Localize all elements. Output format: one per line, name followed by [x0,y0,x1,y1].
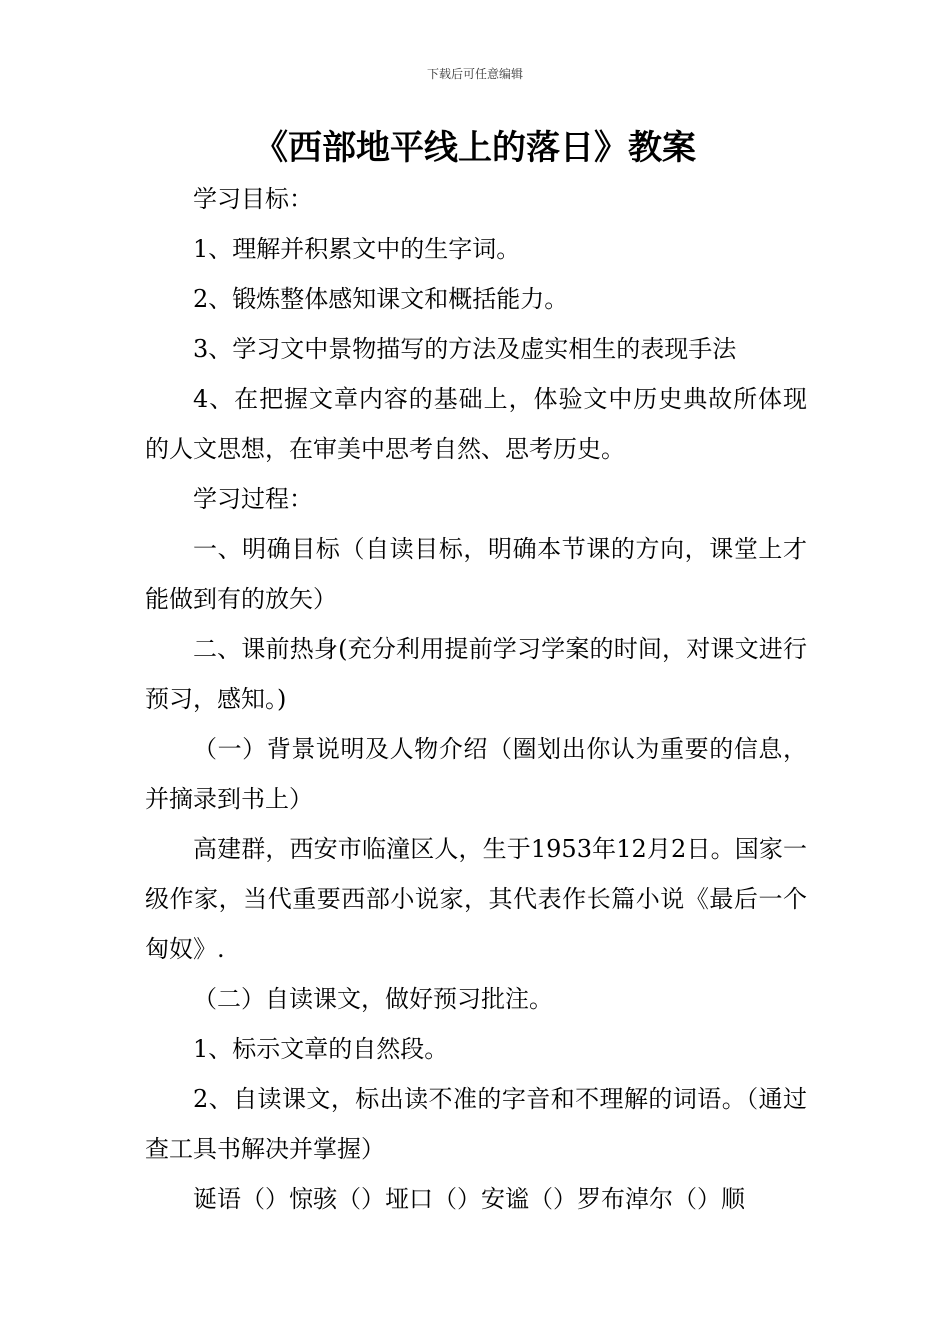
document-body [145,174,807,1224]
paragraph-self-reading-heading: （二）自读课文，做好预习批注。 [193,985,553,1013]
paragraph-author-bio: 高建群，西安市临潼区人，生于1953年12月2日。国家一级作家，当代重要西部小说家，其代表作长篇小说《最后一个匈奴》. [145,835,807,963]
paragraph-learning-process-heading: 学习过程： [193,485,313,513]
paragraph-task-1: 1、标示文章的自然段。 [193,1035,449,1063]
paragraph-task-2: 2、自读课文，标出读不准的字音和不理解的词语。（通过查工具书解决并掌握） [145,1085,807,1163]
paragraph-goal-3: 3、学习文中景物描写的方法及虚实相生的表现手法 [193,335,737,363]
paragraph-goal-4: 4、在把握文章内容的基础上，体验文中历史典故所体现的人文思想，在审美中思考自然、思考历史。 [145,385,807,463]
paragraph-vocabulary-list: 诞语（）惊骇（）垭口（）安谧（）罗布淖尔（）顺 [193,1185,745,1213]
paragraph-step-1: 一、明确目标（自读目标，明确本节课的方向，课堂上才能做到有的放矢） [145,535,807,613]
paragraph-step-2: 二、课前热身(充分利用提前学习学案的时间，对课文进行预习，感知。) [145,635,807,713]
header-note: 下载后可任意编辑 [426,67,523,81]
paragraph-goal-1: 1、理解并积累文中的生字词。 [193,235,521,263]
document-title: 《西部地平线上的落日》教案 [254,128,696,168]
paragraph-background-heading: （一）背景说明及人物介绍（圈划出你认为重要的信息，并摘录到书上） [145,735,807,813]
paragraph-learning-goals-heading: 学习目标： [193,185,313,213]
paragraph-goal-2: 2、锻炼整体感知课文和概括能力。 [193,285,569,313]
